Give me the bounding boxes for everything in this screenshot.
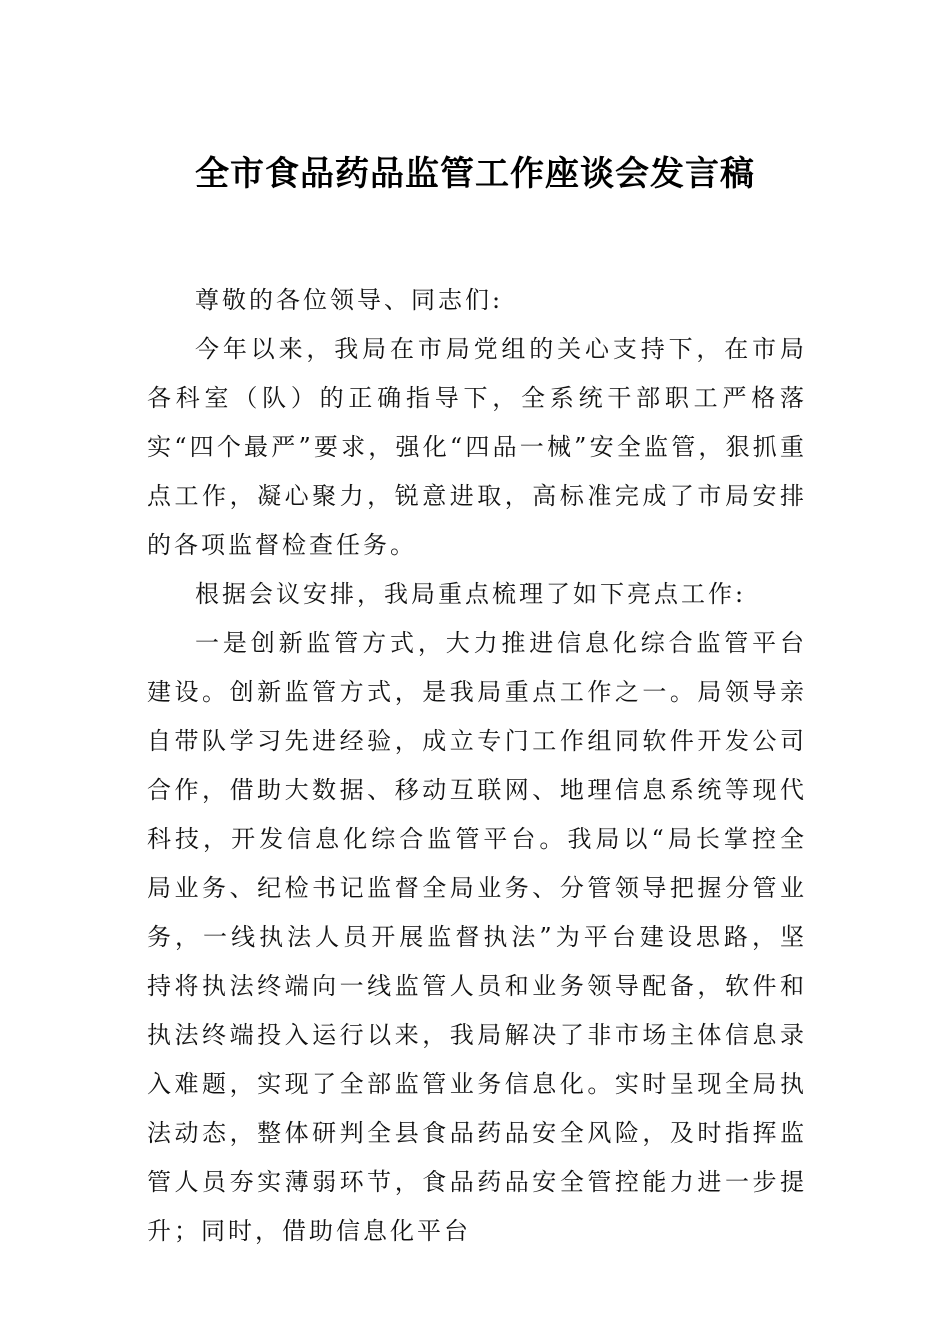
document-body (147, 276, 807, 1256)
highlights-intro-paragraph: 根据会议安排，我局重点梳理了如下亮点工作: (195, 580, 747, 608)
highlight-one-paragraph: 一是创新监管方式，大力推进信息化综合监管平台建设。创新监管方式，是我局重点工作之一。局领导亲自带队学习先进经验，成立专门工作组同软件开发公司合作，借助大数据、移动互联网、地理信息系统等现代科技，开发信息化综合监管平台。我局以“局长掌控全局业务、纪检书记监督全局业务、分管领导把握分管业务，一线执法人员开展监督执法”为平台建设思路，坚持将执法终端向一线监管人员和业务领导配备，软件和执法终端投入运行以来，我局解决了非市场主体信息录入难题，实现了全部监管业务信息化。实时呈现全局执法动态，整体研判全县食品药品安全风险，及时指挥监管人员夯实薄弱环节，食品药品安全管控能力进一步提升；同时，借助信息化平台 (147, 629, 807, 1245)
document-title: 全市食品药品监管工作座谈会发言稿 (195, 154, 755, 194)
salutation-paragraph: 尊敬的各位领导、同志们: (195, 286, 504, 314)
intro-paragraph: 今年以来，我局在市局党组的关心支持下，在市局各科室（队）的正确指导下，全系统干部职工严格落实“四个最严”要求，强化“四品一械”安全监管，狠抓重点工作，凝心聚力，锐意进取，高标准完成了市局安排的各项监督检查任务。 (147, 335, 807, 559)
